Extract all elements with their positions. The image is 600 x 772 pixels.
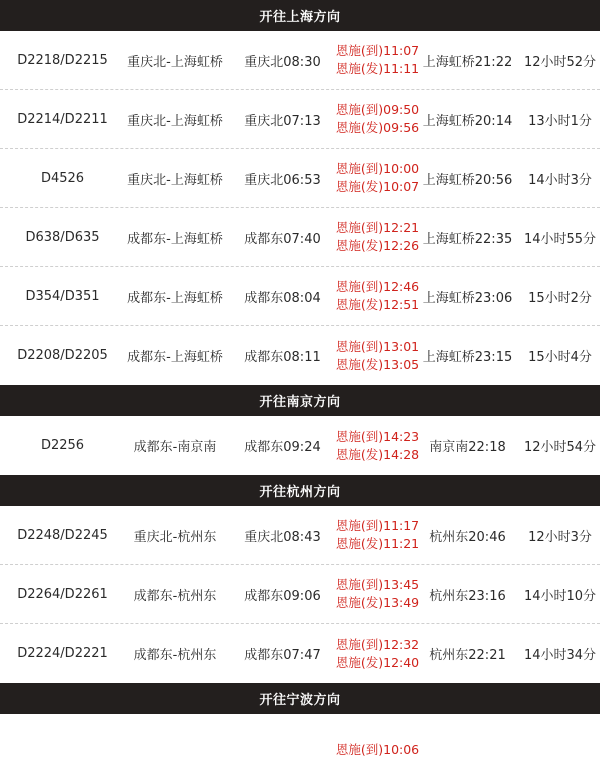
enshi-times — [335, 278, 420, 314]
enshi-departure: 恩施(发)12:40 — [335, 654, 420, 670]
train-row — [0, 149, 600, 208]
arrival-time: 上海虹桥23:15 — [422, 350, 513, 365]
section-header-nanjing: 开往南京方向 — [0, 385, 600, 416]
train-row — [0, 720, 600, 772]
train-route: 成都东-上海虹桥 — [127, 350, 223, 365]
departure-time: 成都东08:04 — [244, 290, 321, 306]
section-header-hangzhou: 开往杭州方向 — [0, 475, 600, 506]
enshi-arrival: 恩施(到)11:07 — [335, 43, 420, 58]
departure-time: 重庆北08:30 — [244, 54, 321, 70]
train-row — [0, 565, 600, 624]
train-row — [0, 31, 600, 90]
train-number: D2208/D2205 — [17, 348, 108, 363]
enshi-arrival: 恩施(到)10:00 — [335, 161, 420, 176]
enshi-times — [335, 101, 420, 137]
train-route: 成都东-杭州东 — [133, 588, 217, 604]
train-row — [0, 326, 600, 385]
travel-duration: 13小时1分 — [528, 113, 592, 129]
travel-duration: 15小时4分 — [528, 350, 592, 365]
train-route: 成都东-上海虹桥 — [127, 290, 223, 306]
departure-time: 重庆北06:53 — [244, 172, 321, 188]
enshi-times — [335, 428, 420, 464]
arrival-time: 杭州东20:46 — [429, 529, 506, 545]
train-route: 重庆北-上海虹桥 — [127, 54, 223, 70]
arrival-time: 杭州东23:16 — [429, 588, 506, 604]
arrival-time: 杭州东22:21 — [429, 648, 506, 663]
enshi-arrival: 恩施(到)12:21 — [335, 220, 420, 235]
train-number: D2218/D2215 — [17, 52, 108, 68]
departure-time: 重庆北08:43 — [244, 529, 321, 545]
arrival-time: 上海虹桥20:14 — [422, 113, 513, 129]
train-route: 重庆北-上海虹桥 — [127, 172, 223, 188]
enshi-times — [335, 576, 420, 612]
enshi-departure: 恩施(发)11:21 — [335, 536, 420, 551]
enshi-departure: 恩施(发)12:51 — [335, 297, 420, 312]
arrival-time: 上海虹桥20:56 — [422, 172, 513, 188]
departure-time: 成都东07:47 — [244, 648, 321, 663]
enshi-times — [335, 160, 420, 196]
train-route: 成都东-上海虹桥 — [127, 231, 223, 247]
departure-time: 成都东08:11 — [244, 350, 321, 365]
train-number: D2256 — [40, 438, 85, 453]
train-number: D2248/D2245 — [17, 527, 108, 543]
enshi-times — [335, 219, 420, 255]
train-row — [0, 506, 600, 565]
train-route: 重庆北-杭州东 — [133, 529, 217, 545]
enshi-times — [335, 42, 420, 78]
travel-duration: 12小时54分 — [523, 440, 597, 455]
enshi-departure: 恩施(发)11:11 — [335, 61, 420, 76]
section-header-ningbo: 开往宁波方向 — [0, 683, 600, 714]
train-number: D638/D635 — [25, 229, 100, 245]
departure-time: 成都东09:24 — [244, 440, 321, 455]
enshi-departure: 恩施(发)14:28 — [335, 446, 420, 462]
train-row — [0, 208, 600, 267]
arrival-time: 上海虹桥23:06 — [422, 290, 513, 306]
enshi-arrival: 恩施(到)11:17 — [335, 518, 420, 533]
enshi-arrival: 恩施(到)13:01 — [335, 338, 420, 354]
arrival-time: 南京南22:18 — [429, 440, 506, 455]
travel-duration: 14小时3分 — [528, 172, 592, 188]
departure-time: 重庆北07:13 — [244, 113, 321, 129]
enshi-departure: 恩施(发)12:26 — [335, 238, 420, 253]
enshi-departure: 恩施(发)09:56 — [335, 120, 420, 135]
enshi-arrival: 恩施(到)10:06 — [335, 741, 420, 757]
travel-duration: 14小时55分 — [523, 231, 597, 247]
arrival-time: 上海虹桥22:35 — [422, 231, 513, 247]
train-number: D2264/D2261 — [17, 586, 108, 602]
train-route: 重庆北-上海虹桥 — [127, 113, 223, 129]
partial-row-container — [0, 714, 600, 772]
train-row — [0, 416, 600, 475]
section-header-shanghai: 开往上海方向 — [0, 0, 600, 31]
enshi-times — [335, 636, 420, 672]
enshi-arrival: 恩施(到)12:46 — [335, 279, 420, 294]
enshi-departure: 恩施(发)10:07 — [335, 179, 420, 194]
travel-duration: 15小时2分 — [528, 290, 592, 306]
train-number: D4526 — [40, 170, 85, 186]
train-row — [0, 624, 600, 683]
train-number: D2224/D2221 — [17, 646, 108, 661]
enshi-arrival: 恩施(到)14:23 — [335, 428, 420, 444]
enshi-departure: 恩施(发)13:05 — [335, 356, 420, 372]
travel-duration: 12小时52分 — [523, 54, 597, 70]
train-number: D354/D351 — [25, 288, 100, 304]
travel-duration: 12小时3分 — [528, 529, 592, 545]
enshi-times — [335, 338, 420, 374]
train-row — [0, 90, 600, 149]
enshi-arrival: 恩施(到)13:45 — [335, 577, 420, 592]
travel-duration: 14小时10分 — [523, 588, 597, 604]
departure-time: 成都东09:06 — [244, 588, 321, 604]
enshi-times — [335, 517, 420, 553]
travel-duration: 14小时34分 — [523, 648, 597, 663]
train-route: 成都东-南京南 — [133, 440, 217, 455]
train-number: D2214/D2211 — [17, 111, 108, 127]
arrival-time: 上海虹桥21:22 — [422, 54, 513, 70]
departure-time: 成都东07:40 — [244, 231, 321, 247]
train-route: 成都东-杭州东 — [133, 648, 217, 663]
enshi-arrival: 恩施(到)12:32 — [335, 636, 420, 652]
train-row — [0, 267, 600, 326]
enshi-arrival: 恩施(到)09:50 — [335, 102, 420, 117]
enshi-departure: 恩施(发)13:49 — [335, 595, 420, 610]
